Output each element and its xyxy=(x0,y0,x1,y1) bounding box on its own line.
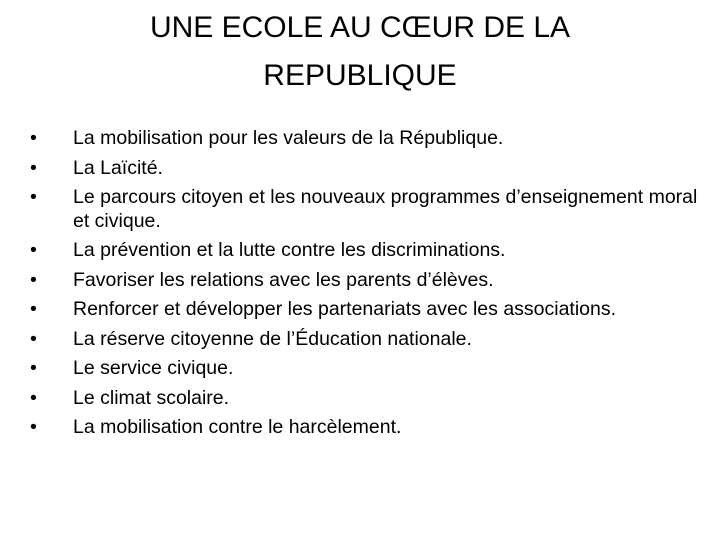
bullet-dot-icon: • xyxy=(30,268,37,291)
bullet-dot-icon: • xyxy=(30,327,37,350)
bullet-item xyxy=(30,357,700,381)
slide-title xyxy=(110,4,610,100)
bullet-item xyxy=(30,127,700,151)
bullet-text: Le service civique. xyxy=(73,357,234,379)
bullet-text: La prévention et la lutte contre les discriminations. xyxy=(73,239,506,261)
slide-title-line2: REPUBLIQUE xyxy=(263,59,457,92)
slide-title-line1: UNE ECOLE AU CŒUR DE LA xyxy=(149,11,571,44)
bullet-item xyxy=(30,416,700,440)
bullet-dot-icon: • xyxy=(30,156,37,179)
bullet-item xyxy=(30,186,700,233)
bullet-text: La Laïcité. xyxy=(73,156,163,179)
bullet-item xyxy=(30,157,700,181)
bullet-item xyxy=(30,239,700,263)
bullet-list xyxy=(30,127,700,446)
bullet-item xyxy=(30,269,700,293)
bullet-dot-icon: • xyxy=(30,298,37,320)
bullet-dot-icon: • xyxy=(30,127,37,149)
bullet-text: La mobilisation pour les valeurs de la République. xyxy=(73,127,504,149)
bullet-text: Le parcours citoyen et les nouveaux programmes d’enseignement moral et civique. xyxy=(73,186,698,232)
bullet-dot-icon: • xyxy=(30,386,37,409)
bullet-text: La réserve citoyenne de l’Éducation nationale. xyxy=(73,327,472,350)
bullet-item xyxy=(30,298,700,322)
bullet-text: Le climat scolaire. xyxy=(73,386,230,409)
bullet-dot-icon: • xyxy=(30,416,37,438)
bullet-text: La mobilisation contre le harcèlement. xyxy=(73,416,402,438)
bullet-item xyxy=(30,387,700,411)
bullet-dot-icon: • xyxy=(30,186,37,208)
bullet-dot-icon: • xyxy=(30,357,37,379)
bullet-text: Favoriser les relations avec les parents d’élèves. xyxy=(73,268,494,291)
bullet-text: Renforcer et développer les partenariats avec les associations. xyxy=(73,298,617,320)
bullet-item xyxy=(30,328,700,352)
bullet-dot-icon: • xyxy=(30,239,37,261)
